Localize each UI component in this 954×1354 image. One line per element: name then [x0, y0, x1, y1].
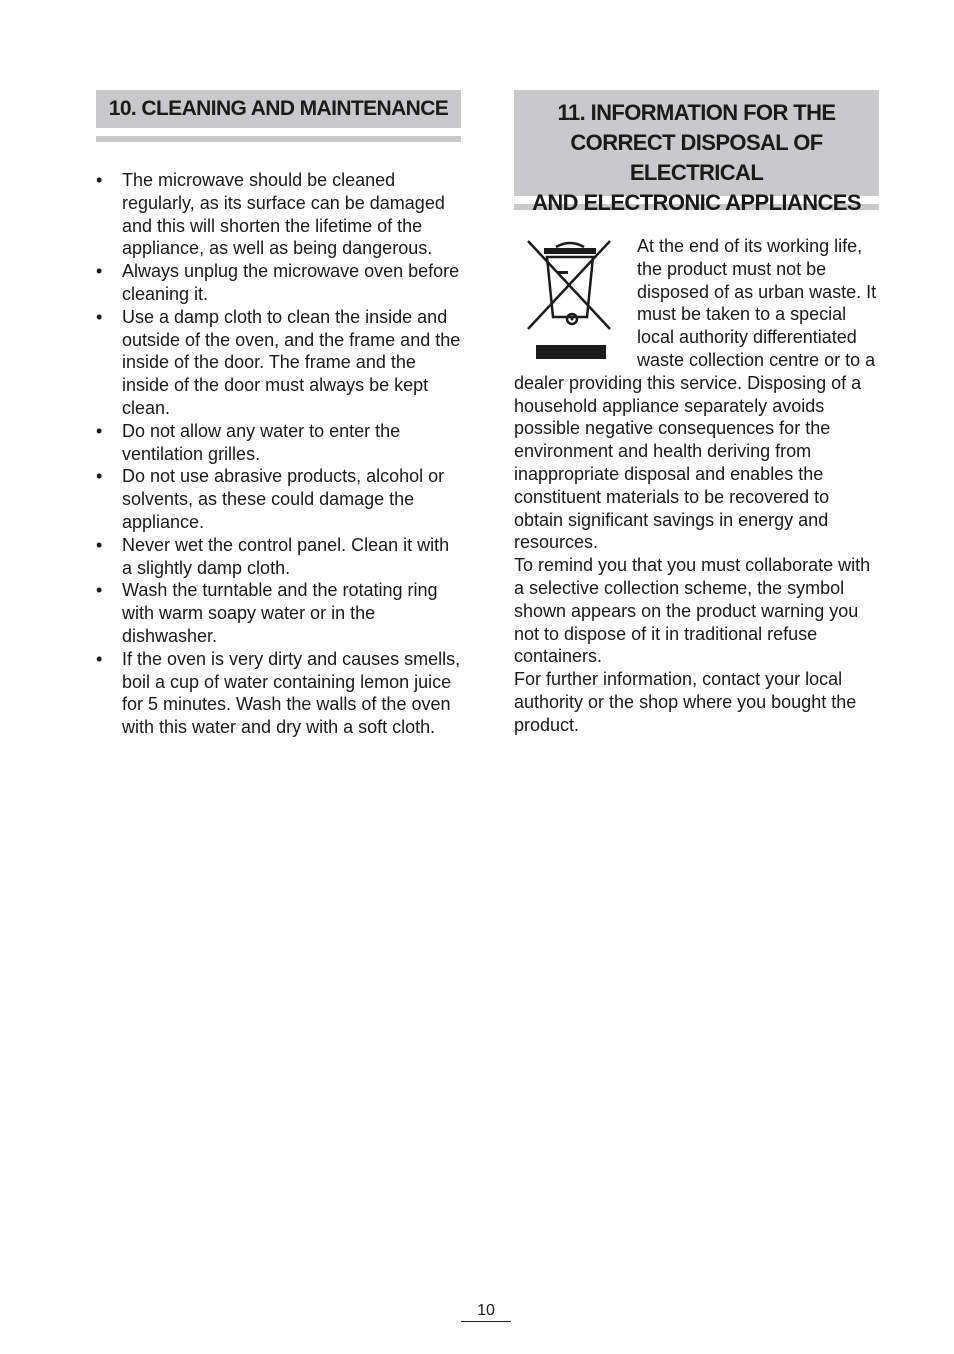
heading-underline-bar — [96, 136, 461, 142]
list-item: • Never wet the control panel. Clean it with a slightly damp cloth. — [96, 534, 450, 578]
list-item: • Always unplug the microwave oven before cleaning it. — [96, 261, 460, 304]
crossed-out-wheelie-bin-icon — [514, 235, 626, 363]
bullet-icon: • — [96, 261, 103, 282]
page-number: 10 — [461, 1302, 511, 1322]
bullet-icon: • — [96, 580, 103, 601]
disposal-paragraph: To remind you that you must collaborate with a selective collection scheme, the symbol shown appears on the product warning you not to dispose of it in traditional refuse containers. — [514, 555, 871, 667]
bullet-icon: • — [96, 534, 103, 555]
bullet-icon: • — [96, 306, 103, 327]
disposal-paragraph: For further information, contact your local authority or the shop where you bought the product. — [514, 669, 857, 735]
section-10-heading: 10. CLEANING AND MAINTENANCE — [96, 90, 461, 128]
bullet-icon: • — [96, 420, 103, 441]
list-item: • Do not use abrasive products, alcohol or solvents, as these could damage the appliance. — [96, 466, 445, 532]
list-item: • Wash the turntable and the rotating ring with warm soapy water or in the dishwasher. — [96, 580, 438, 646]
list-item: • The microwave should be cleaned regularly, as its surface can be damaged and this will shorten the lifetime of the appliance, as well as being dangerous. — [96, 170, 445, 259]
bullet-icon: • — [96, 170, 103, 190]
list-item: • Use a damp cloth to clean the inside and outside of the oven, and the frame and the inside of the door. The frame and the inside of the door must always be kept clean. — [96, 306, 461, 418]
bullet-icon: • — [96, 648, 103, 669]
disposal-paragraph: At the end of its working life, the product must not be disposed of as urban waste. It must be taken to a special local authority differentiated waste collection centre or to a dealer providing this service. Disposing of a household appliance separately avoids possible negative consequences for the environment and health deriving from inappropriate disposal and enables the constituent materials to be recovered to obtain significant savings in energy and resources. — [514, 236, 877, 553]
section-11-heading: 11. INFORMATION FOR THE CORRECT DISPOSAL OF ELECTRICAL AND ELECTRONIC APPLIANCES — [514, 90, 879, 196]
section-cleaning — [96, 90, 461, 739]
list-item: • If the oven is very dirty and causes smells, boil a cup of water containing lemon juice for 5 minutes. Wash the walls of the oven with this water and dry with a soft cloth. — [96, 648, 461, 738]
bullet-icon: • — [96, 466, 103, 487]
list-item: • Do not allow any water to enter the ventilation grilles. — [96, 420, 401, 464]
disposal-text — [514, 235, 879, 737]
section-disposal — [514, 90, 879, 737]
cleaning-list — [96, 169, 461, 739]
